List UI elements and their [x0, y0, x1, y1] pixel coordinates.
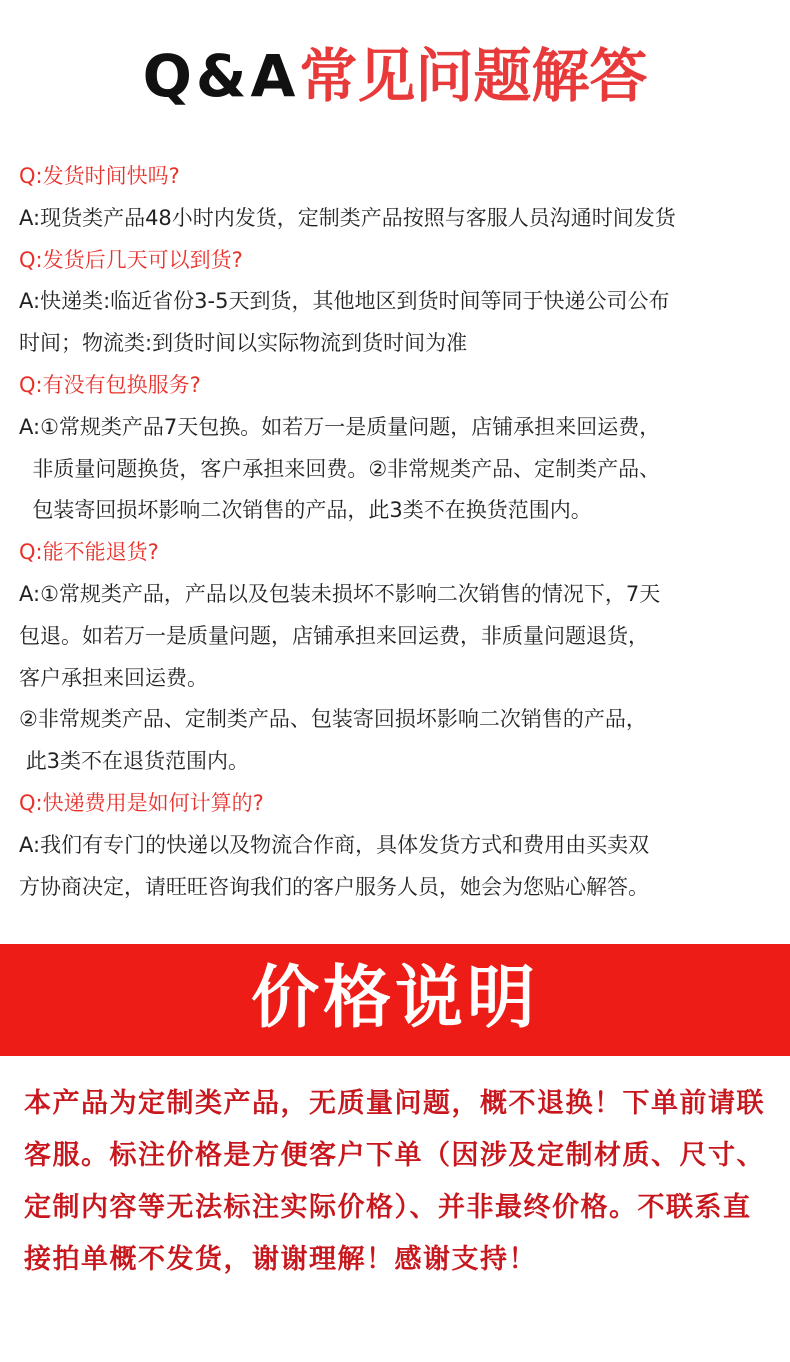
faq-question: Q:有没有包换服务? [19, 372, 201, 397]
faq-answer-line: A:快递类:临近省份3-5天到货，其他地区到货时间等同于快递公司公布 [19, 289, 670, 314]
faq-answer-line: 此3类不在退货范围内。 [19, 749, 250, 774]
page-title [0, 38, 790, 114]
faq-question: Q:快递费用是如何计算的? [19, 790, 264, 815]
price-banner [0, 944, 790, 1056]
faq-answer-line: 时间；物流类:到货时间以实际物流到货时间为准 [19, 331, 468, 356]
faq-answer-line: A:①常规类产品7天包换。如若万一是质量问题，店铺承担来回运费， [19, 414, 661, 439]
page-title-text: 常见问题解答 [299, 42, 648, 110]
faq-answer-line: 包退。如若万一是质量问题，店铺承担来回运费，非质量问题退货， [19, 623, 649, 648]
faq-answer-line: 包装寄回损坏影响二次销售的产品，此3类不在换货范围内。 [19, 498, 592, 523]
faq-answer-line: A:现货类产品48小时内发货，定制类产品按照与客服人员沟通时间发货 [19, 205, 676, 230]
faq-question: Q:能不能退货? [19, 540, 159, 565]
faq-answer-line: ②非常规类产品、定制类产品、包装寄回损坏影响二次销售的产品， [19, 707, 647, 732]
faq-answer-line: A:①常规类产品，产品以及包装未损坏不影响二次销售的情况下，7天 [19, 581, 661, 606]
faq-list [19, 156, 779, 908]
page-title-qa: Q&A [142, 42, 300, 110]
faq-question: Q:发货后几天可以到货? [19, 247, 243, 272]
price-notice: 本产品为定制类产品，无质量问题，概不退换！下单前请联客服。标注价格是方便客户下单（因涉及定制材质、尺寸、定制内容等无法标注实际价格）、并非最终价格。不联系直接拍单概不发货，谢谢理解！感谢支持！ [24, 1088, 765, 1275]
faq-answer-line: 方协商决定，请旺旺咨询我们的客户服务人员，她会为您贴心解答。 [19, 874, 649, 899]
faq-answer-line: 非质量问题换货，客户承担来回费。②非常规类产品、定制类产品、 [19, 456, 661, 481]
faq-question: Q:发货时间快吗? [19, 164, 180, 188]
faq-answer-line: A:我们有专门的快递以及物流合作商，具体发货方式和费用由买卖双 [19, 832, 650, 857]
price-banner-label: 价格说明 [250, 959, 539, 1038]
faq-answer-line: 客户承担来回运费。 [19, 665, 208, 690]
